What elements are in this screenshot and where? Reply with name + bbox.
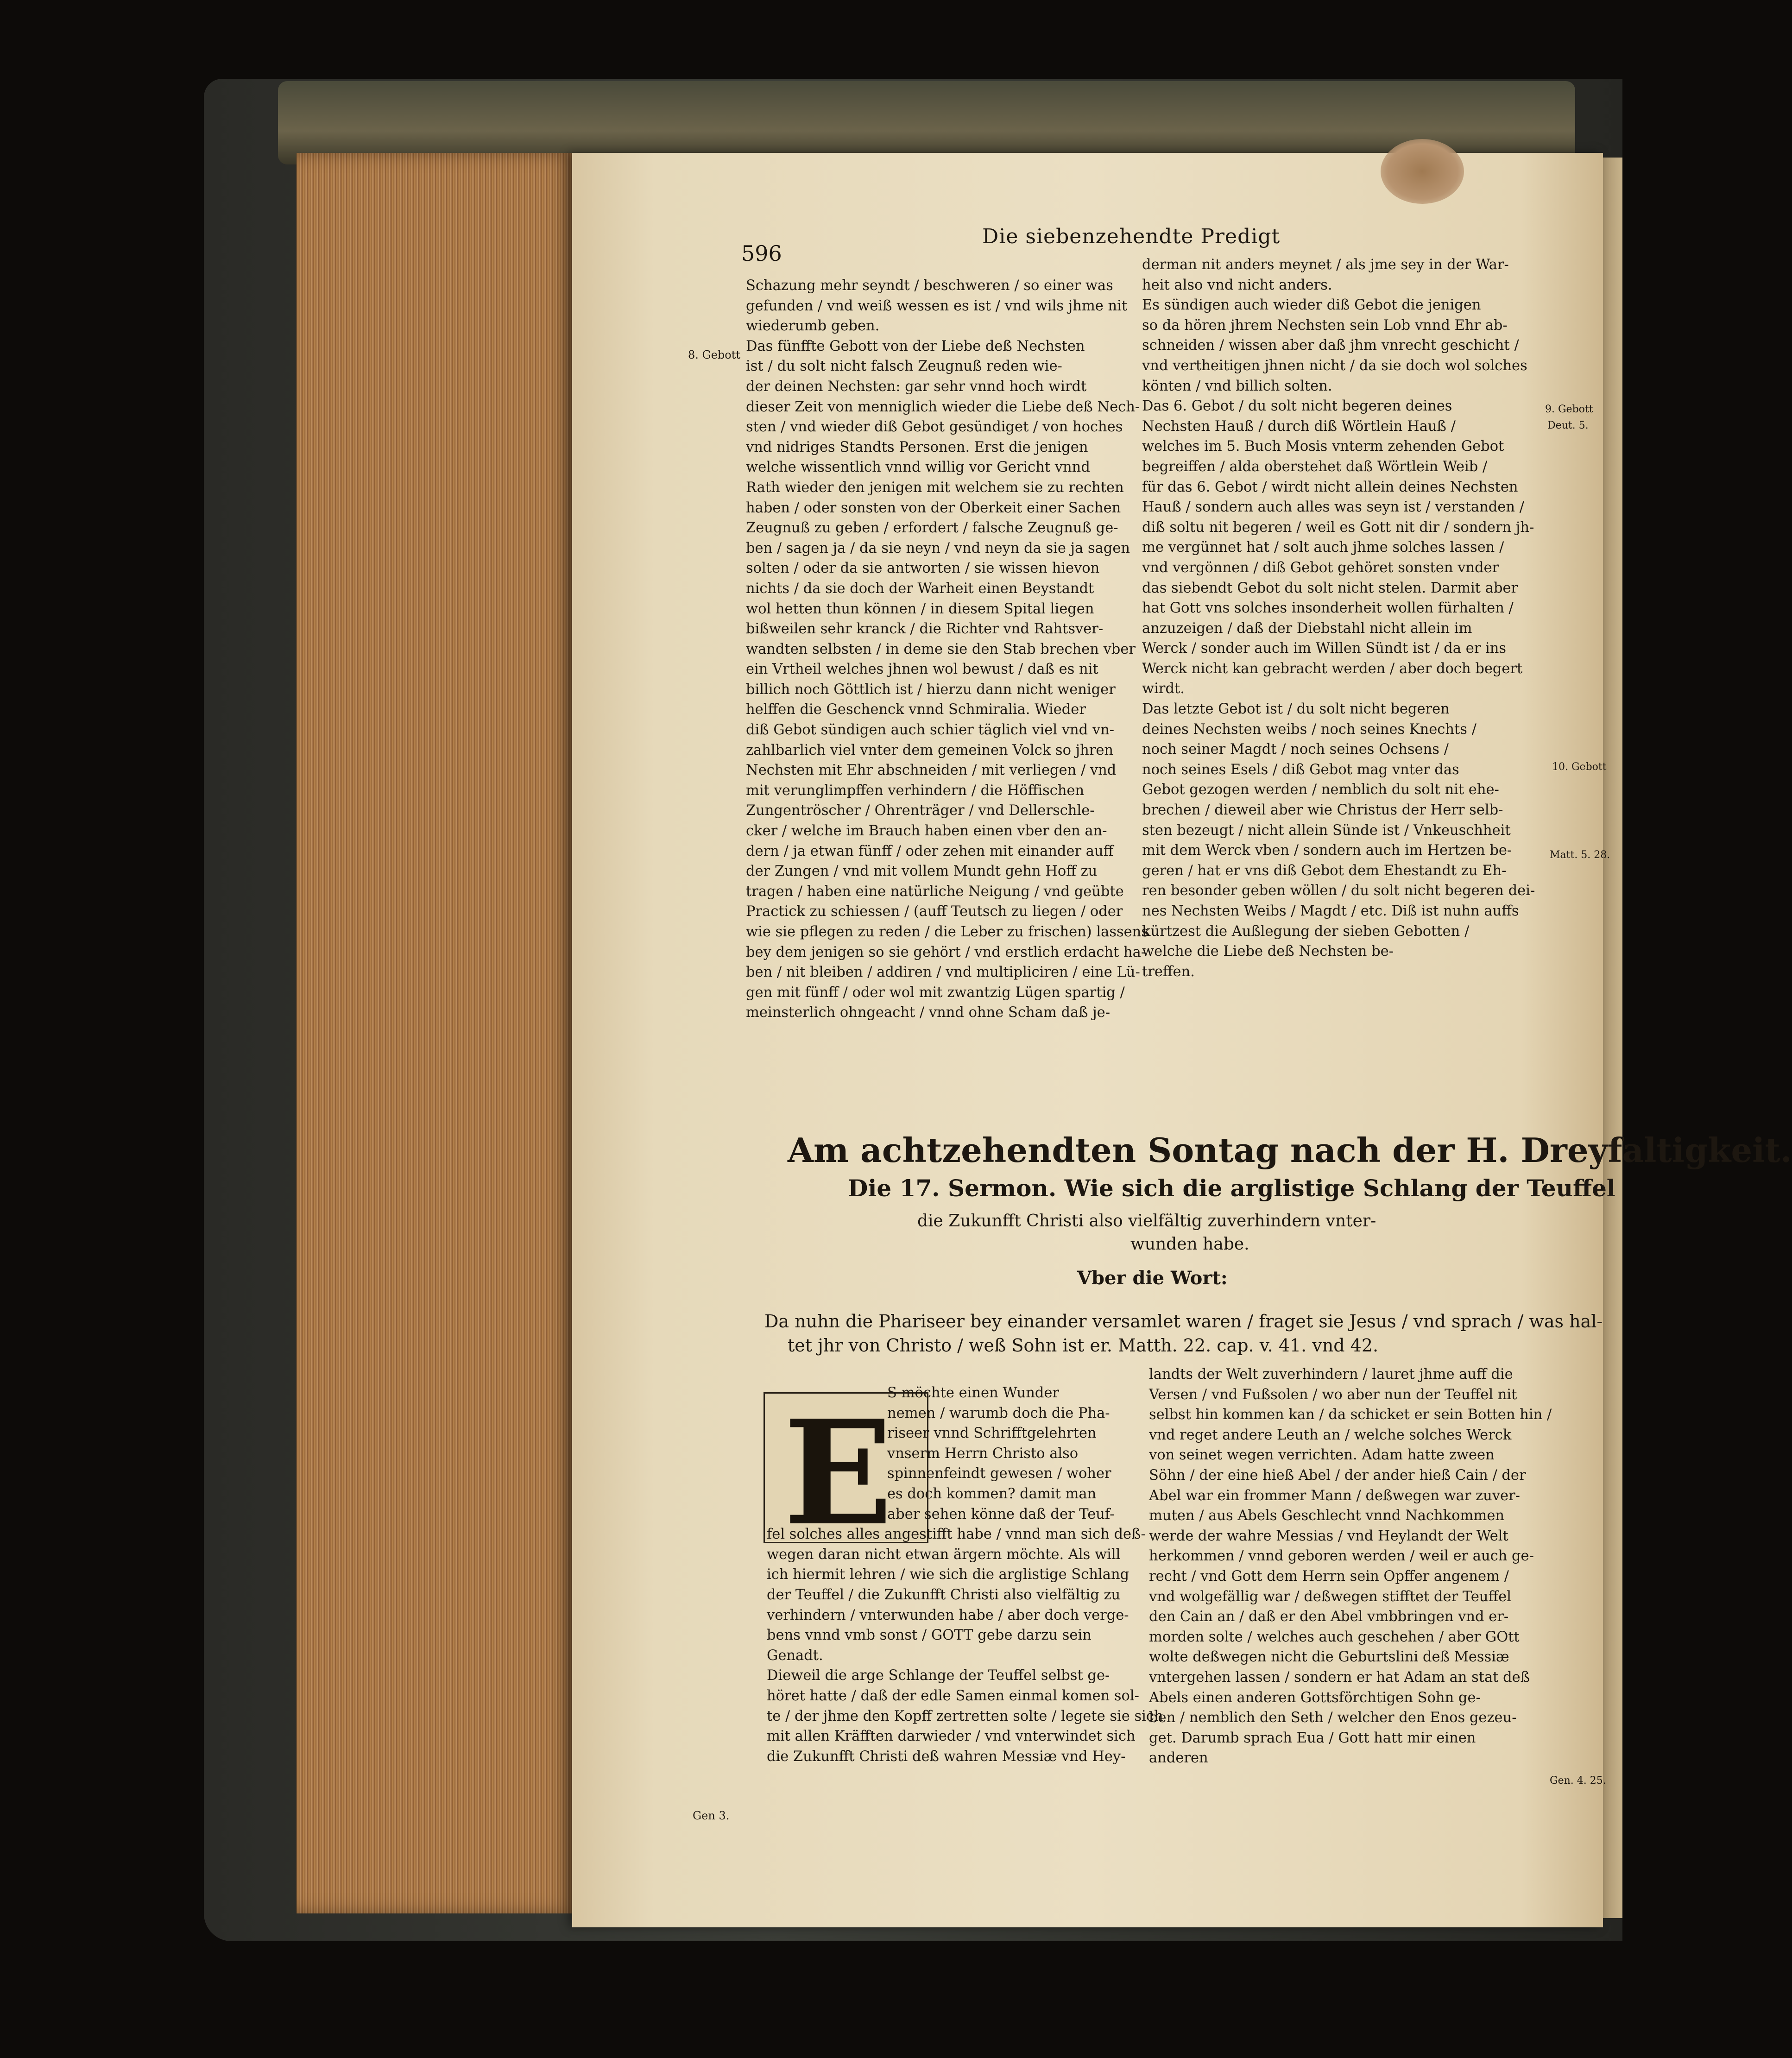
margin-note-matt: Matt. 5. 28. [1550, 849, 1610, 861]
text-line: mit dem Werck vben / sondern auch im Hertzen be- [1142, 842, 1512, 859]
text-line: höret hatte / daß der edle Samen einmal komen sol- [767, 1687, 1139, 1704]
running-header: Die siebenzehendte Predigt [982, 225, 1281, 248]
text-line: nes Nechsten Weibs / Magdt / etc. Diß ist nuhn auffs [1142, 903, 1519, 919]
margin-note-gen3: Gen 3. [693, 1809, 730, 1822]
text-line: heit also vnd nicht anders. [1142, 277, 1332, 293]
text-line: Dieweil die arge Schlange der Teuffel selbst ge- [767, 1667, 1110, 1684]
text-line: wie sie pflegen zu reden / die Leber zu frischen) lassens [746, 924, 1148, 940]
text-line: vnd vergönnen / diß Gebot gehöret sonsten vnder [1142, 559, 1499, 576]
text-line: zahlbarlich viel vnter dem gemeinen Volck so jhren [746, 742, 1114, 758]
sermon-subtitle-line3: wunden habe. [1130, 1235, 1249, 1254]
text-line: noch seines Esels / diß Gebot mag vnter das [1142, 761, 1459, 778]
text-line: deines Nechsten weibs / noch seines Knechts / [1142, 721, 1477, 738]
text-line: kürtzest die Außlegung der sieben Gebotten / [1142, 923, 1470, 940]
text-line: vnd reget andere Leuth an / welche solches Werck [1149, 1427, 1512, 1443]
text-line: wandten selbsten / in deme sie den Stab brechen vber [746, 641, 1136, 657]
text-line: solten / oder da sie antworten / sie wissen hievon [746, 560, 1100, 577]
text-line: welches im 5. Buch Mosis vnterm zehenden Gebot [1142, 438, 1504, 455]
text-line: vntergehen lassen / sondern er hat Adam an stat deß [1149, 1669, 1530, 1686]
scripture-line2: tet jhr von Christo / weß Sohn ist er. Matth. 22. cap. v. 41. vnd 42. [788, 1335, 1379, 1356]
text-line: der deinen Nechsten: gar sehr vnnd hoch wirdt [746, 378, 1087, 395]
text-line: ben / nit bleiben / addiren / vnd multipliciren / eine Lü- [746, 964, 1140, 981]
text-line: ein Vrtheil welches jhnen wol bewust / daß es nit [746, 661, 1098, 678]
text-line: te / der jhme den Kopff zertretten solte / legete sie sich [767, 1708, 1163, 1724]
left-text-column [746, 276, 1148, 1023]
page-number: 596 [741, 241, 782, 266]
text-line: es doch kommen? damit man [887, 1485, 1097, 1502]
text-line: den Cain an / daß er den Abel vmbbringen vnd er- [1149, 1609, 1509, 1625]
text-line: Nechsten mit Ehr abschneiden / mit verliegen / vnd [746, 762, 1117, 779]
text-line: vnd nidriges Standts Personen. Erst die jenigen [746, 439, 1088, 455]
text-line: meinsterlich ohngeacht / vnnd ohne Scham daß je- [746, 1004, 1111, 1021]
text-line: bißweilen sehr kranck / die Richter vnd Rahtsver- [746, 621, 1104, 638]
text-line: welche die Liebe deß Nechsten be- [1142, 943, 1394, 960]
text-line: welche wissentlich vnnd willig vor Gericht vnnd [746, 459, 1090, 476]
text-line: vnserm Herrn Christo also [887, 1445, 1079, 1462]
text-line: Schazung mehr seyndt / beschweren / so einer was [746, 278, 1113, 294]
text-line: wirdt. [1142, 681, 1185, 697]
text-line: werde der wahre Messias / vnd Heylandt der Welt [1149, 1528, 1508, 1544]
text-line: Practick zu schiessen / (auff Teutsch zu liegen / oder [746, 903, 1123, 920]
margin-note-gen4: Gen. 4. 25. [1550, 1775, 1606, 1787]
text-line: für das 6. Gebot / wirdt nicht allein deines Nechsten [1142, 479, 1518, 495]
text-line: ben / sagen ja / da sie neyn / vnd neyn da sie ja sagen [746, 540, 1130, 556]
text-line: treffen. [1142, 963, 1195, 980]
text-line: von seinet wegen verrichten. Adam hatte zween [1149, 1447, 1495, 1464]
text-line: gen mit fünff / oder wol mit zwantzig Lügen spartig / [746, 984, 1125, 1001]
text-line: bens vnnd vmb sonst / GOTT gebe darzu sein [767, 1627, 1092, 1644]
text-line: riseer vnnd Schrifftgelehrten [887, 1425, 1097, 1442]
text-line: begreiffen / alda oberstehet daß Wörtlein Weib / [1142, 458, 1488, 475]
margin-note-deut: Deut. 5. [1547, 420, 1589, 431]
text-line: Gebot gezogen werden / nemblich du solt nit ehe- [1142, 782, 1499, 798]
text-line: me vergünnet hat / solt auch jhme solches lassen / [1142, 539, 1504, 556]
text-line: die Zukunfft Christi deß wahren Messiæ vnd Hey- [767, 1748, 1126, 1765]
sermon-right-column [1149, 1364, 1552, 1768]
margin-note-gebot9: 9. Gebott [1545, 404, 1593, 415]
text-line: morden solte / welches auch geschehen / aber GOtt [1149, 1629, 1520, 1645]
text-line: gefunden / vnd weiß wessen es ist / vnd wils jhme nit [746, 297, 1128, 314]
text-line: muten / aus Abels Geschlecht vnnd Nachkommen [1149, 1508, 1505, 1524]
sermon-subtitle: Die 17. Sermon. Wie sich die arglistige Schlang der Teuffel [848, 1174, 1615, 1202]
text-line: sten bezeugt / nicht allein Sünde ist / Vnkeuschheit [1142, 822, 1511, 839]
right-text-column [1142, 255, 1535, 982]
text-line: helffen die Geschenck vnnd Schmiralia. Wieder [746, 701, 1086, 718]
text-line: Es sündigen auch wieder diß Gebot die jenigen [1142, 297, 1481, 314]
text-line: haben / oder sonsten von der Oberkeit einer Sachen [746, 499, 1121, 516]
text-line: mit verunglimpffen verhindern / die Höffischen [746, 782, 1085, 799]
initial-letter: E [783, 1389, 893, 1558]
text-line: Genadt. [767, 1647, 823, 1664]
paper-stain [1381, 139, 1464, 204]
text-line: nemen / warumb doch die Pha- [887, 1405, 1110, 1421]
text-line: Versen / vnd Fußsolen / wo aber nun der Teuffel nit [1149, 1386, 1517, 1403]
text-line: das siebendt Gebot du solt nicht stelen. Darmit aber [1142, 580, 1518, 596]
text-line: verhindern / vnterwunden habe / aber doch verge- [767, 1607, 1129, 1623]
text-line: mit allen Kräfften darwieder / vnd vnterwindet sich [767, 1728, 1136, 1745]
text-line: Zeugnuß zu geben / erfordert / falsche Zeugnuß ge- [746, 520, 1118, 537]
text-line: diß soltu nit begeren / weil es Gott nit dir / sondern jh- [1142, 519, 1534, 536]
text-line: selbst hin kommen kan / da schicket er sein Botten hin / [1149, 1407, 1552, 1423]
text-heading: Vber die Wort: [1077, 1267, 1228, 1289]
text-line: wegen daran nicht etwan ärgern möchte. Als will [767, 1546, 1121, 1563]
sermon-subtitle-line2: die Zukunfft Christi also vielfältig zuverhindern vnter- [917, 1212, 1376, 1231]
text-line: anzuzeigen / daß der Diebstahl nicht allein im [1142, 620, 1472, 637]
text-line: geren / hat er vns diß Gebot dem Ehestandt zu Eh- [1142, 862, 1507, 879]
margin-note-gebot8: 8. Gebott [688, 348, 741, 361]
text-line: Abel war ein frommer Mann / deßwegen war zuver- [1149, 1487, 1520, 1504]
text-line: wol hetten thun können / in diesem Spital liegen [746, 600, 1094, 617]
text-line: Zungentröscher / Ohrenträger / vnd Dellerschle- [746, 802, 1095, 819]
text-line: Das fünffte Gebott von der Liebe deß Nechsten [746, 338, 1085, 354]
text-line: Das letzte Gebot ist / du solt nicht begeren [1142, 701, 1450, 718]
text-line: herkommen / vnnd geboren werden / weil er auch ge- [1149, 1548, 1534, 1565]
text-line: recht / vnd Gott dem Herrn sein Opffer angenem / [1149, 1568, 1509, 1585]
text-line: ben / nemblich den Seth / welcher den Enos gezeu- [1149, 1710, 1517, 1726]
text-line: bey dem jenigen so sie gehört / vnd erstlich erdacht ha- [746, 944, 1146, 960]
text-line: vnd wolgefällig war / deßwegen stifftet der Teuffel [1149, 1588, 1511, 1605]
margin-note-gebot10: 10. Gebott [1552, 761, 1607, 773]
text-line: spinnenfeindt gewesen / woher [887, 1465, 1111, 1482]
text-line: aber sehen könne daß der Teuf- [887, 1506, 1115, 1522]
text-line: ren besonder geben wöllen / du solt nicht begeren dei- [1142, 883, 1535, 899]
text-line: Das 6. Gebot / du solt nicht begeren deines [1142, 398, 1452, 415]
text-line: noch seiner Magdt / noch seines Ochsens / [1142, 741, 1449, 758]
text-line: ist / du solt nicht falsch Zeugnuß reden wie- [746, 358, 1062, 375]
text-line: S möchte einen Wunder [887, 1385, 1059, 1401]
text-line: vnd vertheitigen jhnen nicht / da sie doch wol solches [1142, 357, 1527, 374]
text-line: anderen [1149, 1750, 1208, 1767]
page-edges [297, 153, 579, 1913]
text-line: Söhn / der eine hieß Abel / der ander hieß Cain / der [1149, 1467, 1526, 1484]
text-line: get. Darumb sprach Eua / Gott hatt mir einen [1149, 1730, 1476, 1746]
text-line: tragen / haben eine natürliche Neigung / vnd geübte [746, 883, 1124, 900]
text-line: cker / welche im Brauch haben einen vber den an- [746, 823, 1107, 840]
text-line: dieser Zeit von menniglich wieder die Liebe deß Nech- [746, 398, 1140, 415]
book-cover-top [278, 81, 1575, 164]
text-line: nichts / da sie doch der Warheit einen Beystandt [746, 580, 1094, 597]
text-line: Nechsten Hauß / durch diß Wörtlein Hauß / [1142, 418, 1456, 435]
text-line: wiederumb geben. [746, 318, 880, 335]
text-line: diß Gebot sündigen auch schier täglich viel vnd vn- [746, 722, 1115, 739]
text-line: der Teuffel / die Zukunfft Christi also vielfältig zu [767, 1586, 1121, 1603]
text-line: sten / vnd wieder diß Gebot gesündiget / von hoches [746, 419, 1123, 436]
text-line: Hauß / sondern auch alles was seyn ist / verstanden / [1142, 499, 1524, 516]
text-line: ich hiermit lehren / wie sich die arglistige Schlang [767, 1566, 1129, 1583]
text-line: landts der Welt zuverhindern / lauret jhme auff die [1149, 1366, 1513, 1383]
text-line: dern / ja etwan fünff / oder zehen mit einander auff [746, 843, 1114, 859]
text-line: hat Gott vns solches insonderheit wollen fürhalten / [1142, 600, 1514, 617]
text-line: derman nit anders meynet / als jme sey in der War- [1142, 257, 1509, 273]
text-line: Werck nicht kan gebracht werden / aber doch begert [1142, 660, 1523, 677]
text-line: schneiden / wissen aber daß jhm vnrecht geschicht / [1142, 337, 1519, 354]
text-line: brechen / dieweil aber wie Christus der Herr selb- [1142, 802, 1503, 819]
text-line: Werck / sonder auch im Willen Sündt ist / da er ins [1142, 640, 1507, 657]
text-line: Abels einen anderen Gottsförchtigen Sohn ge- [1149, 1689, 1481, 1706]
text-line: könten / vnd billich solten. [1142, 378, 1332, 394]
sunday-title: Am achtzehendten Sontag nach der H. Dreyfaltigkeit. [788, 1130, 1792, 1170]
text-line: der Zungen / vnd mit vollem Mundt gehn Hoff zu [746, 863, 1098, 880]
text-line: wolte deßwegen nicht die Geburtslini deß Messiæ [1149, 1649, 1509, 1666]
text-line: fel solches alles angestifft habe / vnnd man sich deß- [767, 1526, 1146, 1543]
text-line: Rath wieder den jenigen mit welchem sie zu rechten [746, 479, 1124, 496]
sermon-left-column [767, 1383, 1163, 1767]
text-line: billich noch Göttlich ist / hierzu dann nicht weniger [746, 681, 1116, 698]
scripture-line1: Da nuhn die Phariseer bey einander versamlet waren / fraget sie Jesus / vnd sprach / was hal- [764, 1311, 1603, 1332]
text-line: so da hören jhrem Nechsten sein Lob vnnd Ehr ab- [1142, 317, 1508, 334]
